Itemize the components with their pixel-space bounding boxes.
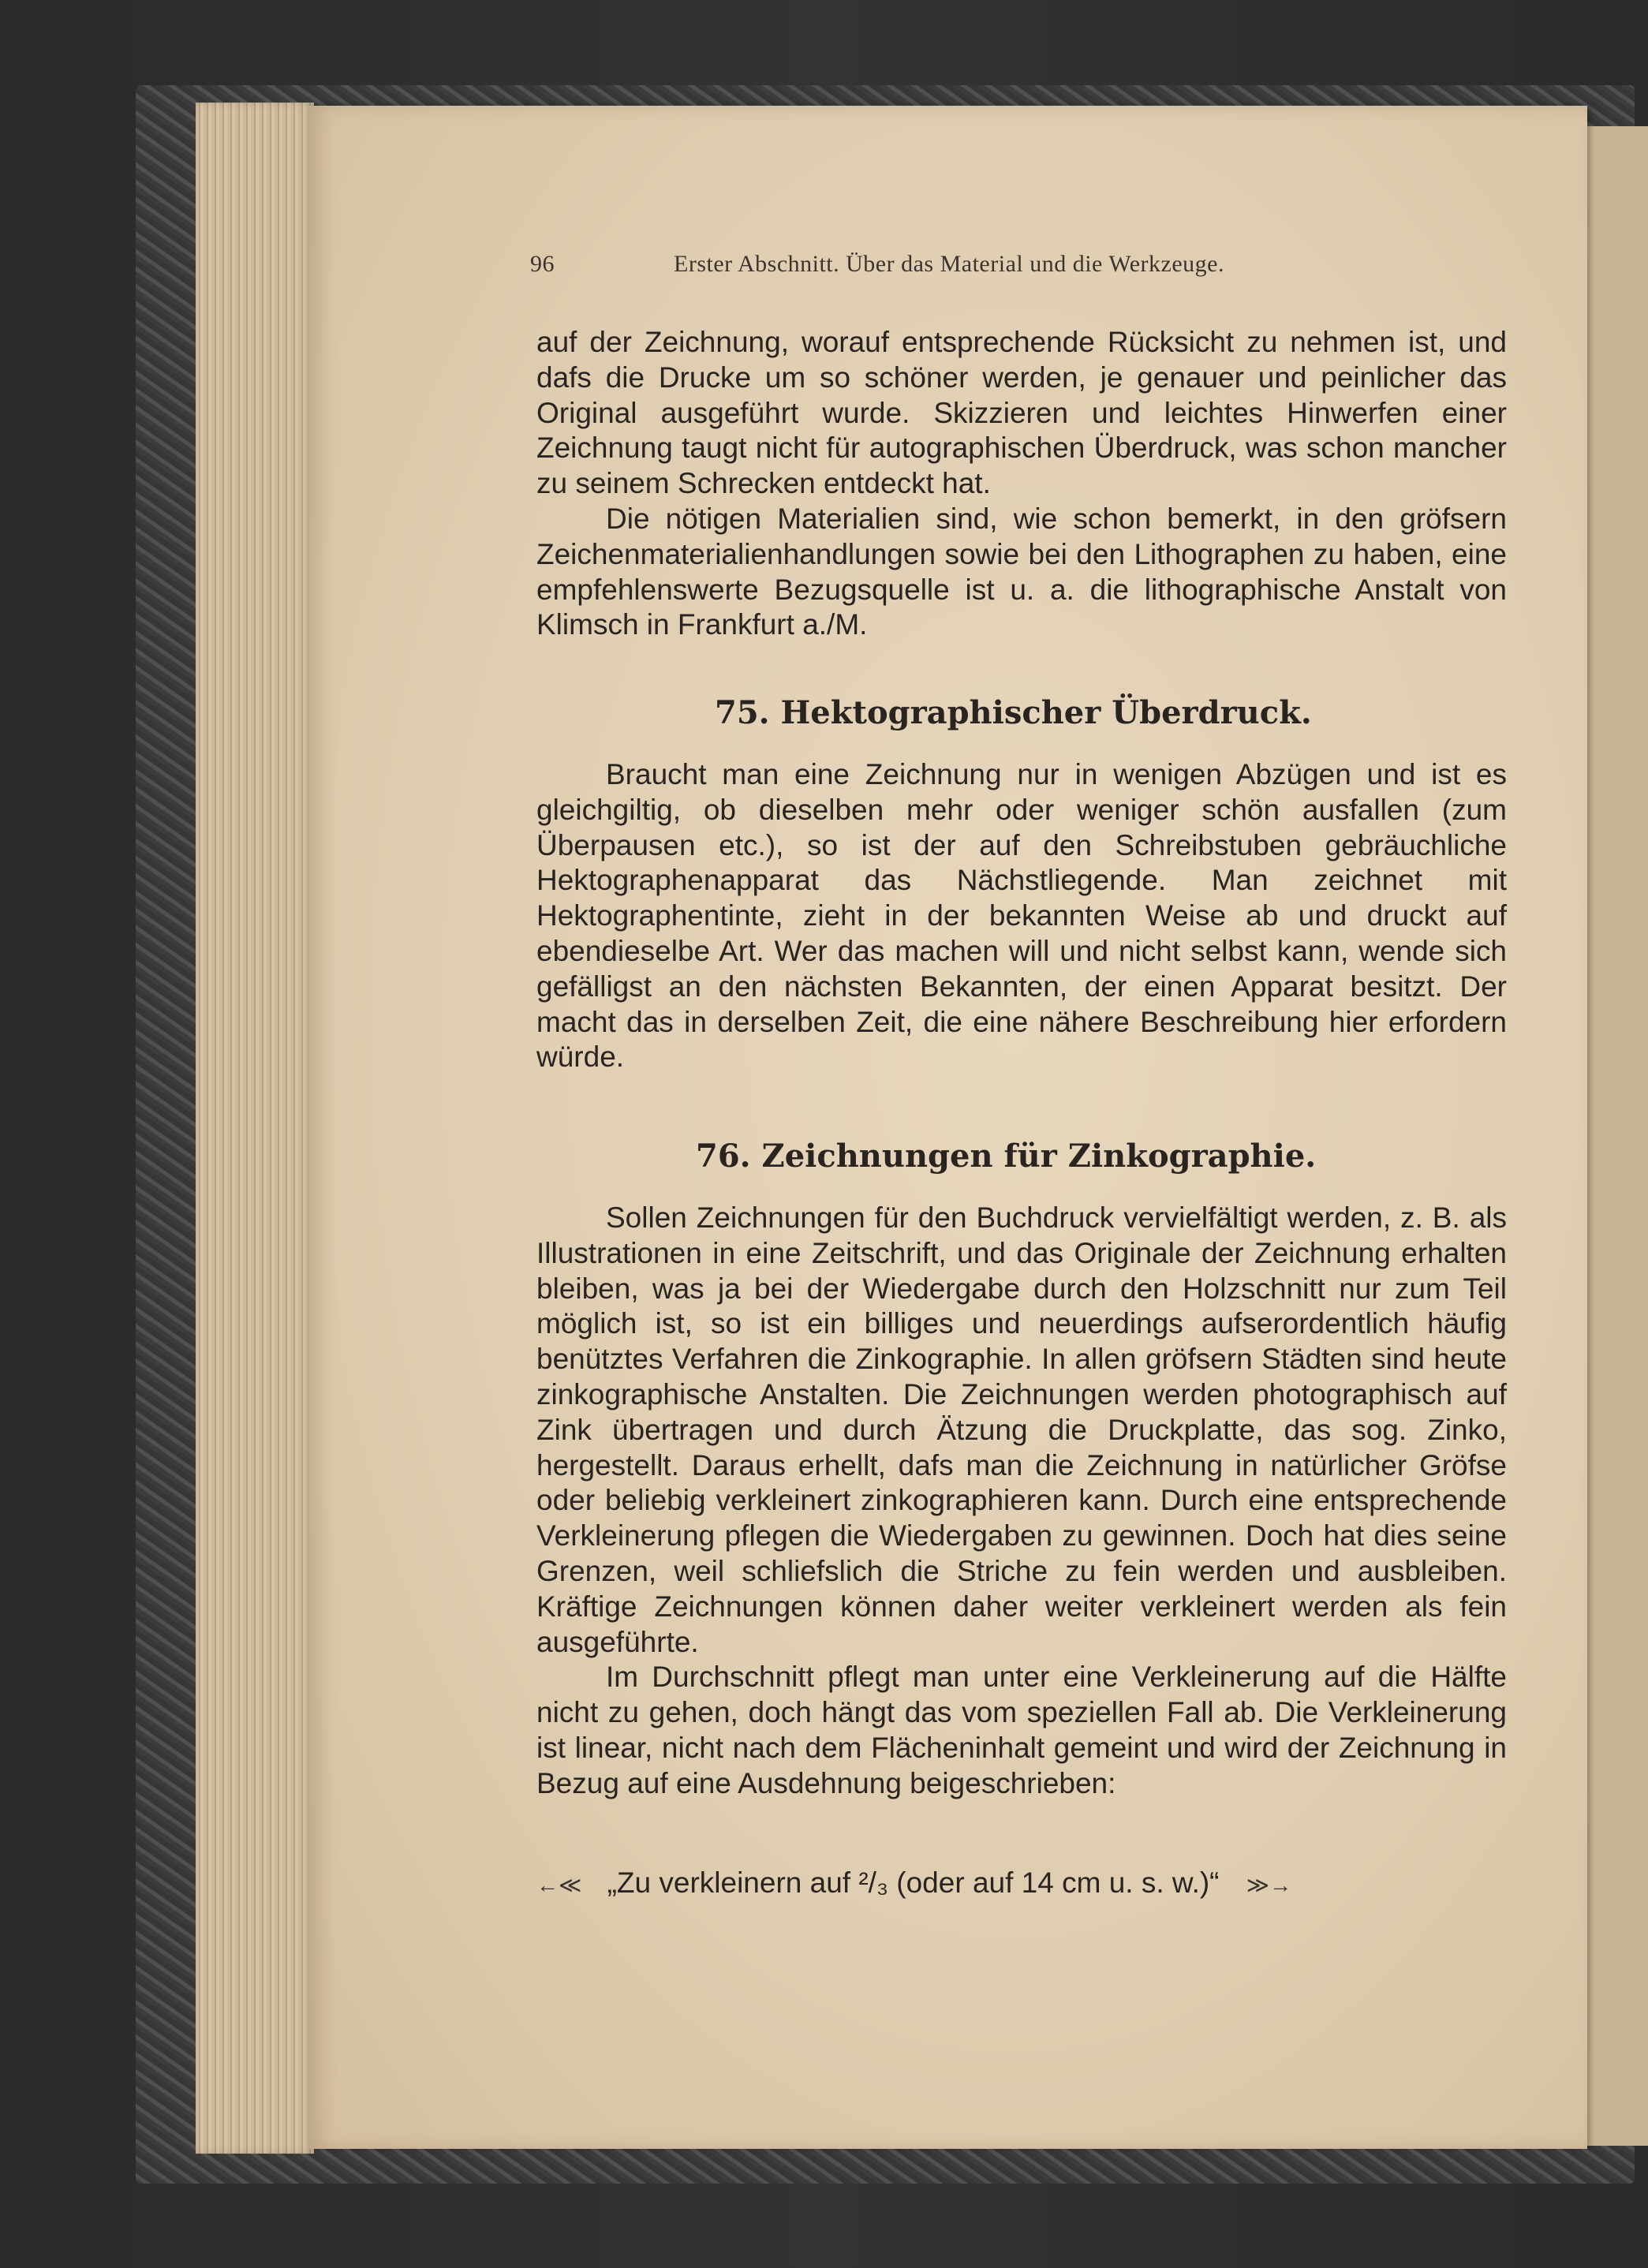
instruction-text: „Zu verkleinern auf ²/₃ (oder auf 14 cm u. s. w.)“ (607, 1866, 1220, 1899)
left-arrow-icon: ←≪ (536, 1872, 582, 1897)
section-75-paragraph: Braucht man eine Zeichnung nur in wenigen Abzügen und ist es gleichgiltig, ob dieselben mehr oder weniger schön ausfallen (zum Überpausen etc.), so ist der auf den Schreibstuben gebräuchliche Hektographenapparat das Nächstliegende. Man zeichnet mit Hektographentinte, zieht in der bekannten Weise ab und druckt auf ebendieselbe Art. Wer das machen will und nicht selbst kann, wende sich gefälligst an den nächsten Bekannten, der einen Apparat besitzt. Der macht das in derselben Zeit, die eine nähere Beschreibung hier erfordern würde. (536, 758, 1507, 1074)
reduction-instruction (536, 1866, 1507, 1900)
section-76-heading: 76. Zeichnungen für Zinkographie. (696, 1138, 1317, 1175)
intro-text (536, 325, 1507, 643)
page-number: 96 (530, 251, 555, 277)
intro-paragraph-2: Die nötigen Materialien sind, wie schon bemerkt, in den gröfsern Zeichenmaterialienhandlungen sowie bei den Lithographen zu haben, eine empfehlenswerte Bezugsquelle ist u. a. die lithographische Anstalt von Klimsch in Frankfurt a./M. (536, 502, 1507, 641)
right-arrow-icon: ≫→ (1246, 1872, 1292, 1897)
section-76-paragraph-1: Sollen Zeichnungen für den Buchdruck vervielfältigt werden, z. B. als Illustrationen in eine Zeitschrift, und das Originale der Zeichnung erhalten bleiben, was ja bei der Wiedergabe durch den Holzschnitt nur zum Teil möglich ist, so ist ein billiges und neuerdings aufserordentlich häufig benütztes Verfahren die Zinkographie. In allen gröfsern Städten sind heute zinkographische Anstalten. Die Zeichnungen werden photographisch auf Zink übertragen und durch Ätzung die Druckplatte, das sog. Zinko, hergestellt. Daraus erhellt, dafs man die Zeichnung in natürlicher Gröfse oder beliebig verkleinert zinkographieren kann. Durch eine entsprechende Verkleinerung pflegen die Wiedergaben zu gewinnen. Doch hat dies seine Grenzen, weil schliefslich die Striche zu fein werden und ausbleiben. Kräftige Zeichnungen können daher weiter verkleinert werden als fein ausgeführte. (536, 1201, 1507, 1658)
page-stack-edges (196, 103, 314, 2154)
section-76-paragraph-2: Im Durchschnitt pflegt man unter eine Verkleinerung auf die Hälfte nicht zu gehen, doch hängt das vom speziellen Fall ab. Die Verkleinerung ist linear, nicht nach dem Flächeninhalt gemeint und wird der Zeichnung in Bezug auf eine Ausdehnung beigeschrieben: (536, 1661, 1507, 1799)
section-76-text (536, 1201, 1507, 1802)
section-75-heading: 75. Hektographischer Überdruck. (715, 694, 1312, 731)
intro-paragraph-1: auf der Zeichnung, worauf entsprechende Rücksicht zu nehmen ist, und dafs die Drucke um so schöner werden, je genauer und peinlicher das Original ausgeführt wurde. Skizzieren und leichtes Hinwerfen einer Zeichnung taugt nicht für autographischen Überdruck, was schon mancher zu seinem Schrecken entdeckt hat. (536, 326, 1507, 500)
running-head-title: Erster Abschnitt. Über das Material und die Werkzeuge. (674, 251, 1224, 277)
section-75-text (536, 757, 1507, 1075)
next-page-edge (1582, 126, 1648, 2146)
